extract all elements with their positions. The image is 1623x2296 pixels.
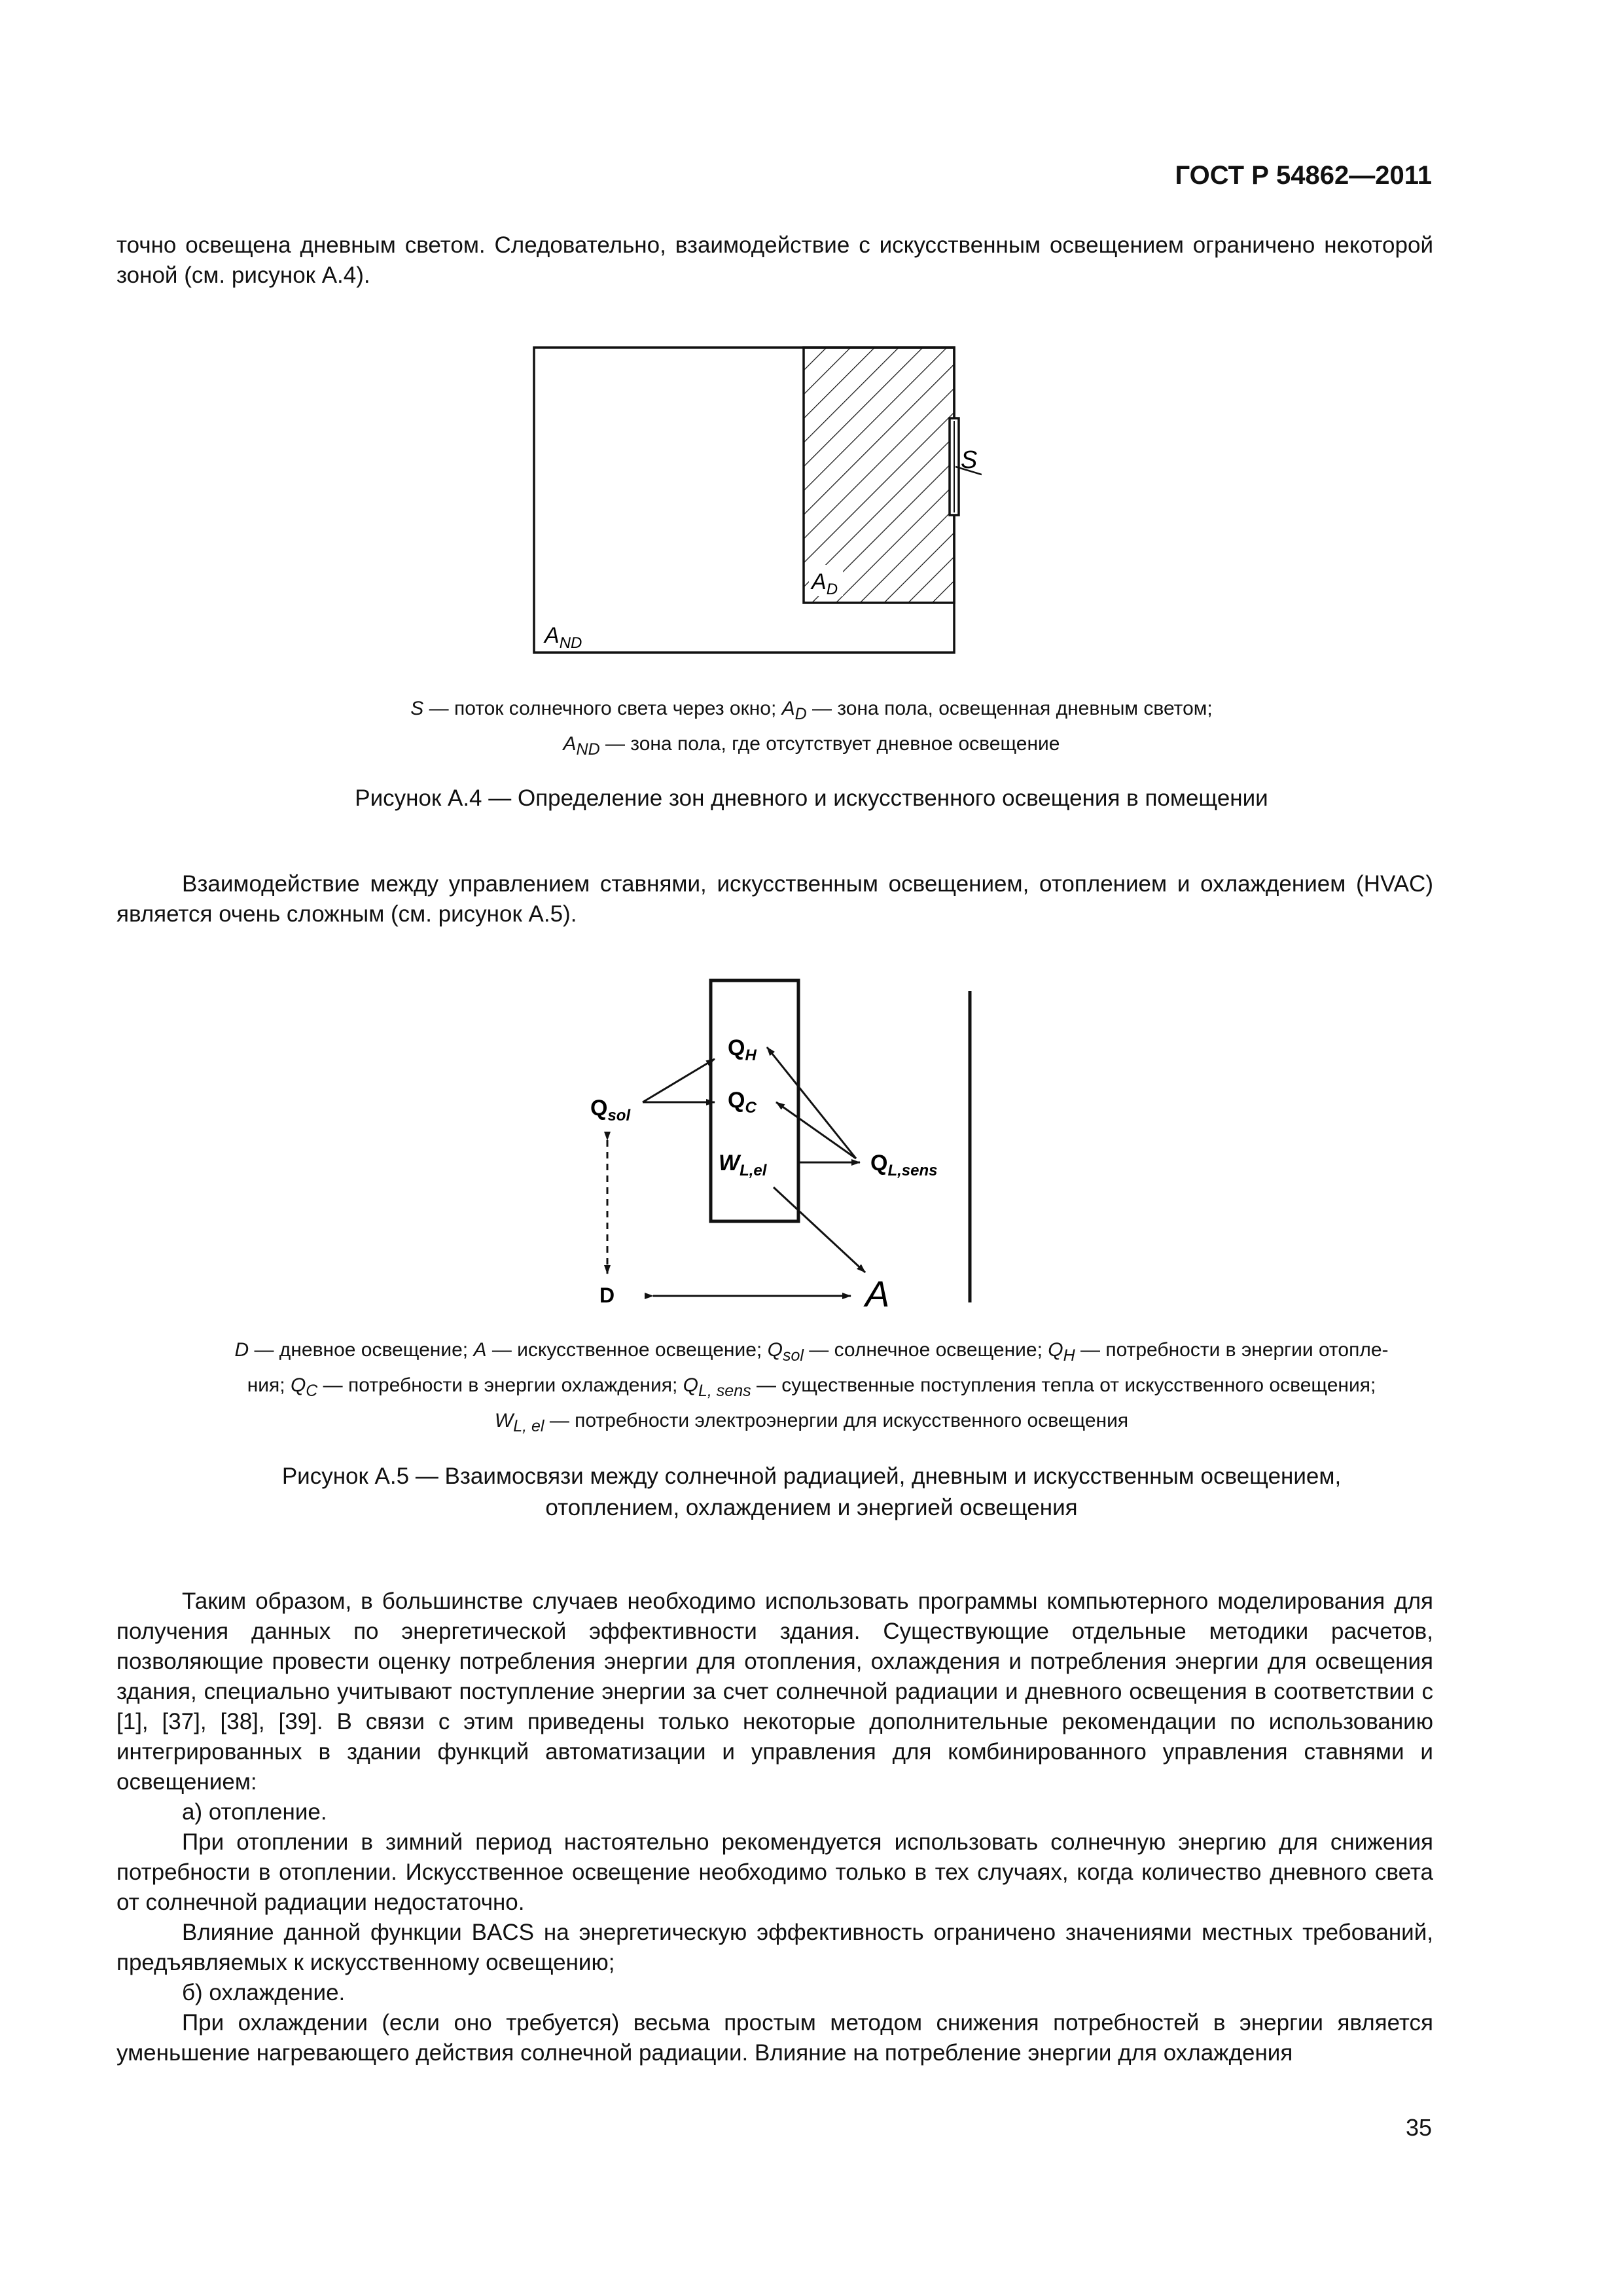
label-qlsens: $Q_{L,sens}$ — [870, 1151, 938, 1179]
label-a: A — [865, 1273, 890, 1314]
intro-paragraph — [116, 230, 1433, 291]
hvac-paragraph — [116, 869, 1433, 929]
arrow-wlel-a — [774, 1187, 865, 1272]
paragraph-4: При охлаждении (если оно требуется) весьма простым методом снижения потребностей в энергии является уменьшение нагревающего действия солнечной радиации. Влияние на потребление энергии для охлаждения — [116, 2010, 1433, 2066]
figure-a5-caption-line2: отоплением, охлаждением и энергией освещения — [545, 1495, 1078, 1520]
label-qh: $Q_H$ — [728, 1035, 757, 1064]
figure-a5-caption-line1: Рисунок А.5 — Взаимосвязи между солнечной радиацией, дневным и искусственным освещением, — [281, 1463, 1342, 1489]
figure-a5-legend — [0, 1335, 1623, 1441]
figure-a5-diagram — [563, 962, 1008, 1329]
label-d: D — [599, 1283, 615, 1307]
arrow-qlsens-qh — [767, 1047, 856, 1158]
legend-a5-line1: D — дневное освещение; A — искусственное освещение; $Q_{sol}$ — солнечное освещение; $Q_H$ — потребности в энергии отопле- — [234, 1339, 1389, 1365]
label-s: S — [961, 446, 978, 474]
arrow-qsol-qh — [643, 1059, 715, 1102]
figure-a5-caption — [0, 1461, 1623, 1524]
label-qc: $Q_C$ — [728, 1088, 757, 1117]
intro-text: точно освещена дневным светом. Следовательно, взаимодействие с искусственным освещением ограничено некоторой зоной (см. рисунок А.4). — [116, 232, 1433, 288]
paragraph-3: Влияние данной функции BACS на энергетическую эффективность ограничено значениями местных требований, предъявляемых к искусственному освещению; — [116, 1920, 1433, 1975]
figure-a4-diagram — [524, 337, 982, 664]
list-item-heating: а) отопление. — [182, 1799, 327, 1825]
legend-a5-line2: ния; $Q_C$ — потребности в энергии охлаждения; $Q_{L, sens}$ — существенные поступления тепла от искусственного освещения; — [247, 1374, 1376, 1400]
hvac-text: Взаимодействие между управлением ставнями, искусственным освещением, отоплением и охлаждением (HVAC) является очень сложным (см. рисунок А.5). — [116, 871, 1433, 927]
body-text — [116, 1587, 1433, 2068]
label-qsol: $Q_{sol}$ — [590, 1096, 631, 1124]
list-item-cooling: б) охлаждение. — [182, 1980, 346, 2005]
figure-a4-legend — [0, 694, 1623, 764]
paragraph-1: Таким образом, в большинстве случаев необходимо использовать программы компьютерного моделирования для получения данных по энергетической эффективности здания. Существующие отдельные методики расчетов, позволяющие провести оценку потребления энергии для отопления, охлаждения и потребления энергии для освещения здания, специально учитывают поступление энергии за счет солнечной радиации и дневного освещения в соответствии с [1], [37], [38], [39]. В связи с этим приведены только некоторые дополнительные рекомендации по использованию интегрированных в здании функций автоматизации и управления для комбинированного управления ставнями и освещением: — [116, 1588, 1433, 1795]
standard-number: ГОСТ Р 54862—2011 — [1175, 161, 1432, 190]
label-wlel: $W_{L,el}$ — [719, 1151, 767, 1179]
legend-a5-line3: $W_{L, el}$ — потребности электроэнергии для искусственного освещения — [494, 1410, 1129, 1435]
daylight-zone-hatched — [804, 348, 954, 603]
figure-a4-caption: Рисунок А.4 — Определение зон дневного и искусственного освещения в помещении — [355, 785, 1268, 811]
paragraph-2: При отоплении в зимний период настоятельно рекомендуется использовать солнечную энергию для снижения потребности в отоплении. Искусственное освещение необходимо только в тех случаях, когда количество дневного света от солнечной радиации недостаточно. — [116, 1829, 1433, 1915]
page-number: 35 — [1405, 2114, 1432, 2141]
legend-a4-line1: S — поток солнечного света через окно; $A_D$ — зона пола, освещенная дневным светом; — [410, 698, 1213, 723]
label-and: $A_{ND}$ — [544, 623, 582, 652]
arrow-qlsens-qc — [776, 1102, 856, 1158]
label-ad: $A_D$ — [812, 569, 838, 598]
legend-a4-line2: $A_{ND}$ — зона пола, где отсутствует дневное освещение — [563, 733, 1060, 759]
